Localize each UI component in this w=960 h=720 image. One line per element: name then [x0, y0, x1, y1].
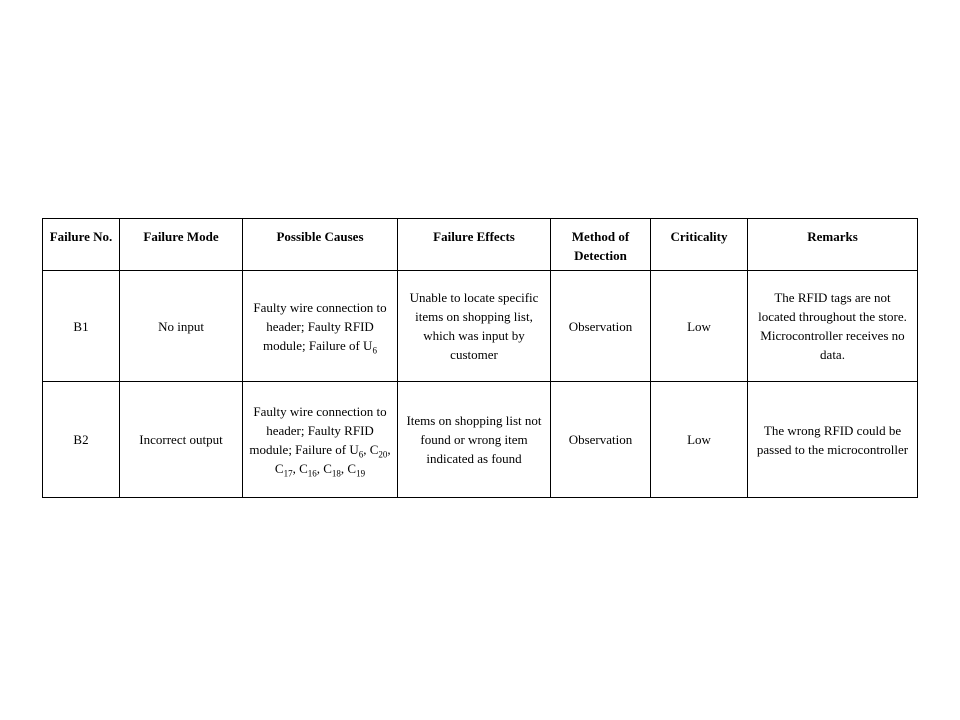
header-failure-effects: Failure Effects: [398, 219, 551, 271]
header-failure-mode: Failure Mode: [120, 219, 243, 271]
causes-c: C: [369, 441, 379, 457]
header-row: [43, 219, 918, 271]
causes-subscript: 6: [372, 345, 377, 356]
header-method-of-detection: Method of Detection: [551, 219, 651, 271]
causes-subscript: 16: [307, 468, 317, 479]
causes-separator: ,: [292, 460, 300, 476]
causes-subscript: 6: [358, 449, 364, 460]
causes-separator: ,: [316, 460, 324, 476]
cell-method-of-detection: Observation: [551, 382, 651, 498]
causes-subscript: 19: [356, 468, 366, 479]
cell-failure-effects: Unable to locate specific items on shopping list, which was input by customer: [398, 271, 551, 382]
causes-separator: ,: [363, 441, 370, 457]
table-row: [43, 271, 918, 382]
cell-failure-no: B1: [43, 271, 120, 382]
cell-remarks: The RFID tags are not located throughout the store. Microcontroller receives no data.: [748, 271, 918, 382]
cell-criticality: Low: [651, 382, 748, 498]
cell-criticality: Low: [651, 271, 748, 382]
causes-c: C: [274, 460, 284, 476]
causes-separator: ,: [340, 460, 348, 476]
causes-c: C: [323, 460, 332, 476]
cell-possible-causes: [243, 382, 398, 498]
causes-c: C: [299, 460, 308, 476]
causes-subscript: 18: [331, 468, 341, 479]
header-remarks: Remarks: [748, 219, 918, 271]
cell-failure-no: B2: [43, 382, 120, 498]
cell-possible-causes: [243, 271, 398, 382]
causes-c: C: [347, 460, 357, 476]
causes-subscript: 20: [378, 449, 388, 460]
cell-failure-mode: No input: [120, 271, 243, 382]
cell-failure-mode: Incorrect output: [120, 382, 243, 498]
causes-text: Faulty wire connection to header; Faulty RFID module; Failure of U: [249, 403, 387, 457]
cell-remarks: The wrong RFID could be passed to the microcontroller: [748, 382, 918, 498]
causes-separator: ,: [387, 441, 391, 457]
causes-text: Faulty wire connection to header; Faulty RFID module; Failure of U: [253, 299, 387, 353]
header-criticality: Criticality: [651, 219, 748, 271]
header-possible-causes: Possible Causes: [243, 219, 398, 271]
cell-method-of-detection: Observation: [551, 271, 651, 382]
header-failure-no: Failure No.: [43, 219, 120, 271]
fmea-table: [42, 218, 918, 498]
cell-failure-effects: Items on shopping list not found or wrong item indicated as found: [398, 382, 551, 498]
table-row: [43, 382, 918, 498]
causes-subscript: 17: [283, 468, 293, 479]
